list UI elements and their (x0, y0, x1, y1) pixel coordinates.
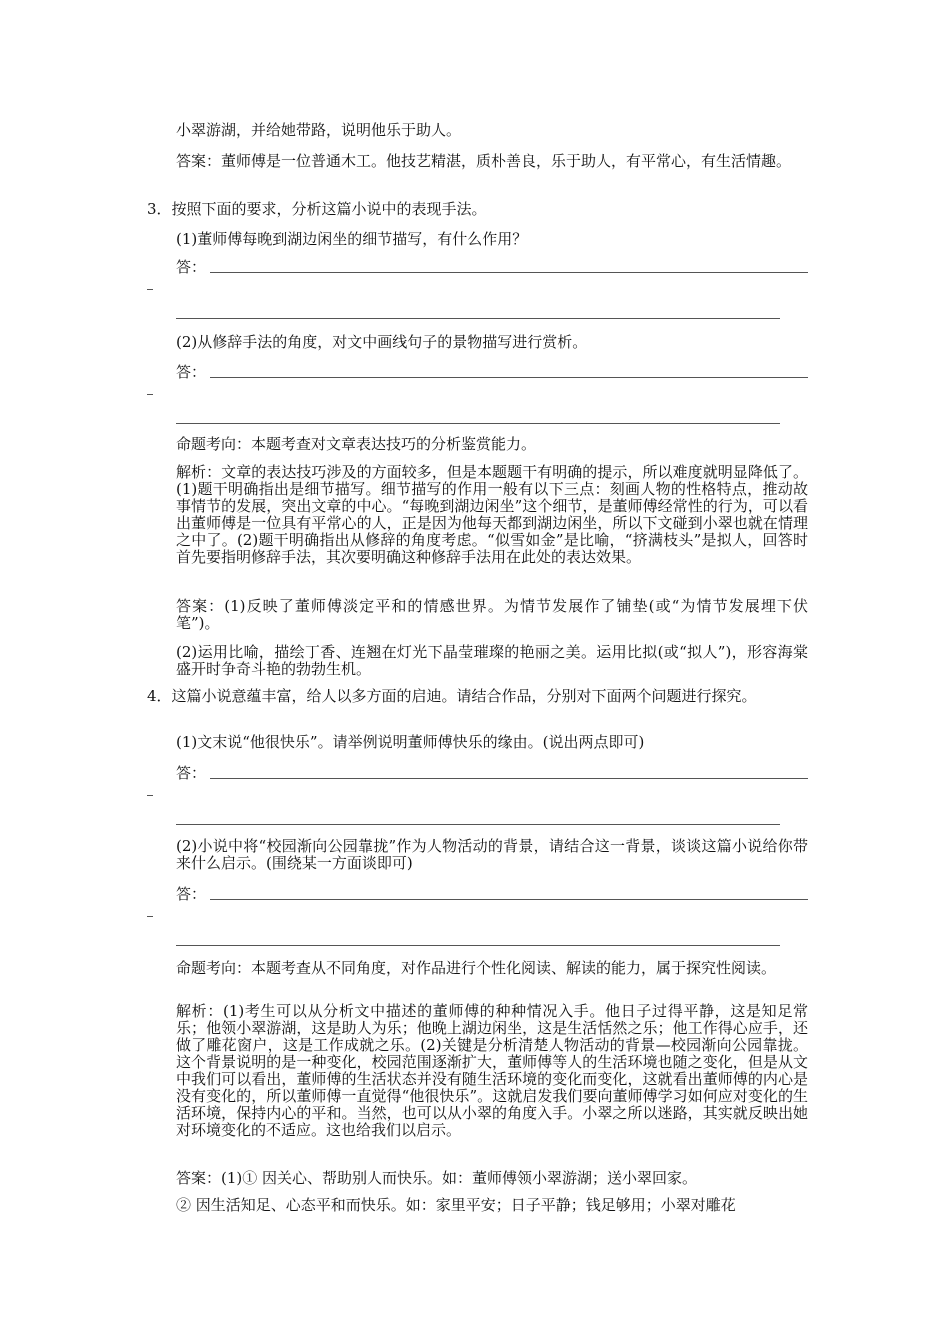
answer-line[interactable] (210, 778, 808, 779)
topic-direction-2: 命题考向：本题考查从不同角度，对作品进行个性化阅读、解读的能力，属于探究性阅读。 (176, 959, 777, 977)
answer-4-2: ② 因生活知足、心态平和而快乐。如：家里平安；日子平静；钱足够用；小翠对雕花 (176, 1196, 736, 1214)
answer-line[interactable] (176, 423, 780, 424)
question-3-2: (2)从修辞手法的角度，对文中画线句子的景物描写进行赏析。 (176, 333, 588, 351)
answer-label: 答： (176, 885, 207, 903)
answer-line[interactable] (176, 318, 780, 319)
answer-4-1: 答案：(1)① 因关心、帮助别人而快乐。如：董师傅领小翠游湖；送小翠回家。 (176, 1169, 698, 1187)
answer-line[interactable] (176, 945, 780, 946)
answer-paragraph-2: 答案：董师傅是一位普通木工。他技艺精湛，质朴善良，乐于助人，有平常心，有生活情趣。 (176, 152, 792, 170)
question-3: 3．按照下面的要求，分析这篇小说中的表现手法。 (147, 200, 487, 218)
answer-3-2: (2)运用比喻，描绘丁香、连翘在灯光下晶莹璀璨的艳丽之美。运用比拟(或“拟人”)，形容海棠盛开时争奇斗艳的勃勃生机。 (176, 643, 808, 678)
topic-direction-1: 命题考向：本题考查对文章表达技巧的分析鉴赏能力。 (176, 435, 537, 453)
analysis-2: 解析：(1)考生可以从分析文中描述的董师傅的种种情况入手。他日子过得平静，这是知足常乐；他领小翠游湖，这是助人为乐；他晚上湖边闲坐，这是生活恬然之乐；他工作得心应手，还做了雕花窗户，这是工作成就之乐。(2)关键是分析清楚人物活动的背景—校园渐向公园靠拢。这个背景说明的是一种变化，校园范围逐渐扩大，董师傅等人的生活环境也随之变化，但是从文中我们可以看出，董师傅的生活状态并没有随生活环境的变化而变化，这就看出董师傅的内心是没有变化的，所以董师傅一直觉得“他很快乐”。这就启发我们要向董师傅学习如何应对变化的生活环境，保持内心的平和。当然，也可以从小翠的角度入手。小翠之所以迷路，其实就反映出她对环境变化的不适应。这也给我们以启示。 (176, 1002, 808, 1139)
question-4: 4．这篇小说意蕴丰富，给人以多方面的启迪。请结合作品，分别对下面两个问题进行探究。 (147, 687, 757, 705)
line-marker (147, 916, 153, 917)
paragraph-continuation: 小翠游湖，并给她带路，说明他乐于助人。 (176, 121, 462, 139)
question-4-1: (1)文末说“他很快乐”。请举例说明董师傅快乐的缘由。(说出两点即可) (176, 733, 645, 751)
answer-label: 答： (176, 363, 207, 381)
question-4-2: (2)小说中将“校园渐向公园靠拢”作为人物活动的背景，请结合这一背景，谈谈这篇小说给你带来什么启示。(围绕某一方面谈即可) (176, 837, 808, 872)
answer-line[interactable] (210, 899, 808, 900)
answer-line[interactable] (210, 272, 808, 273)
question-3-1: (1)董师傅每晚到湖边闲坐的细节描写，有什么作用？ (176, 230, 528, 248)
answer-label: 答： (176, 258, 207, 276)
analysis-1: 解析：文章的表达技巧涉及的方面较多，但是本题题干有明确的提示，所以难度就明显降低了。(1)题干明确指出是细节描写。细节描写的作用一般有以下三点：刻画人物的性格特点，推动故事情节的发展，突出文章的中心。“每晚到湖边闲坐”这个细节，是董师傅经常性的行为，可以看出董师傅是一位具有平常心的人，正是因为他每天都到湖边闲坐，所以下文碰到小翠也就在情理之中了。(2)题干明确指出从修辞的角度考虑。“似雪如金”是比喻，“挤满枝头”是拟人，回答时首先要指明修辞手法，其次要明确这种修辞手法用在此处的表达效果。 (176, 463, 808, 566)
line-marker (147, 394, 153, 395)
line-marker (147, 795, 153, 796)
answer-3-1: 答案：(1)反映了董师傅淡定平和的情感世界。为情节发展作了铺垫(或“为情节发展埋下伏笔”)。 (176, 597, 808, 632)
answer-line[interactable] (176, 824, 780, 825)
line-marker (147, 289, 153, 290)
answer-label: 答： (176, 764, 207, 782)
answer-line[interactable] (210, 377, 808, 378)
